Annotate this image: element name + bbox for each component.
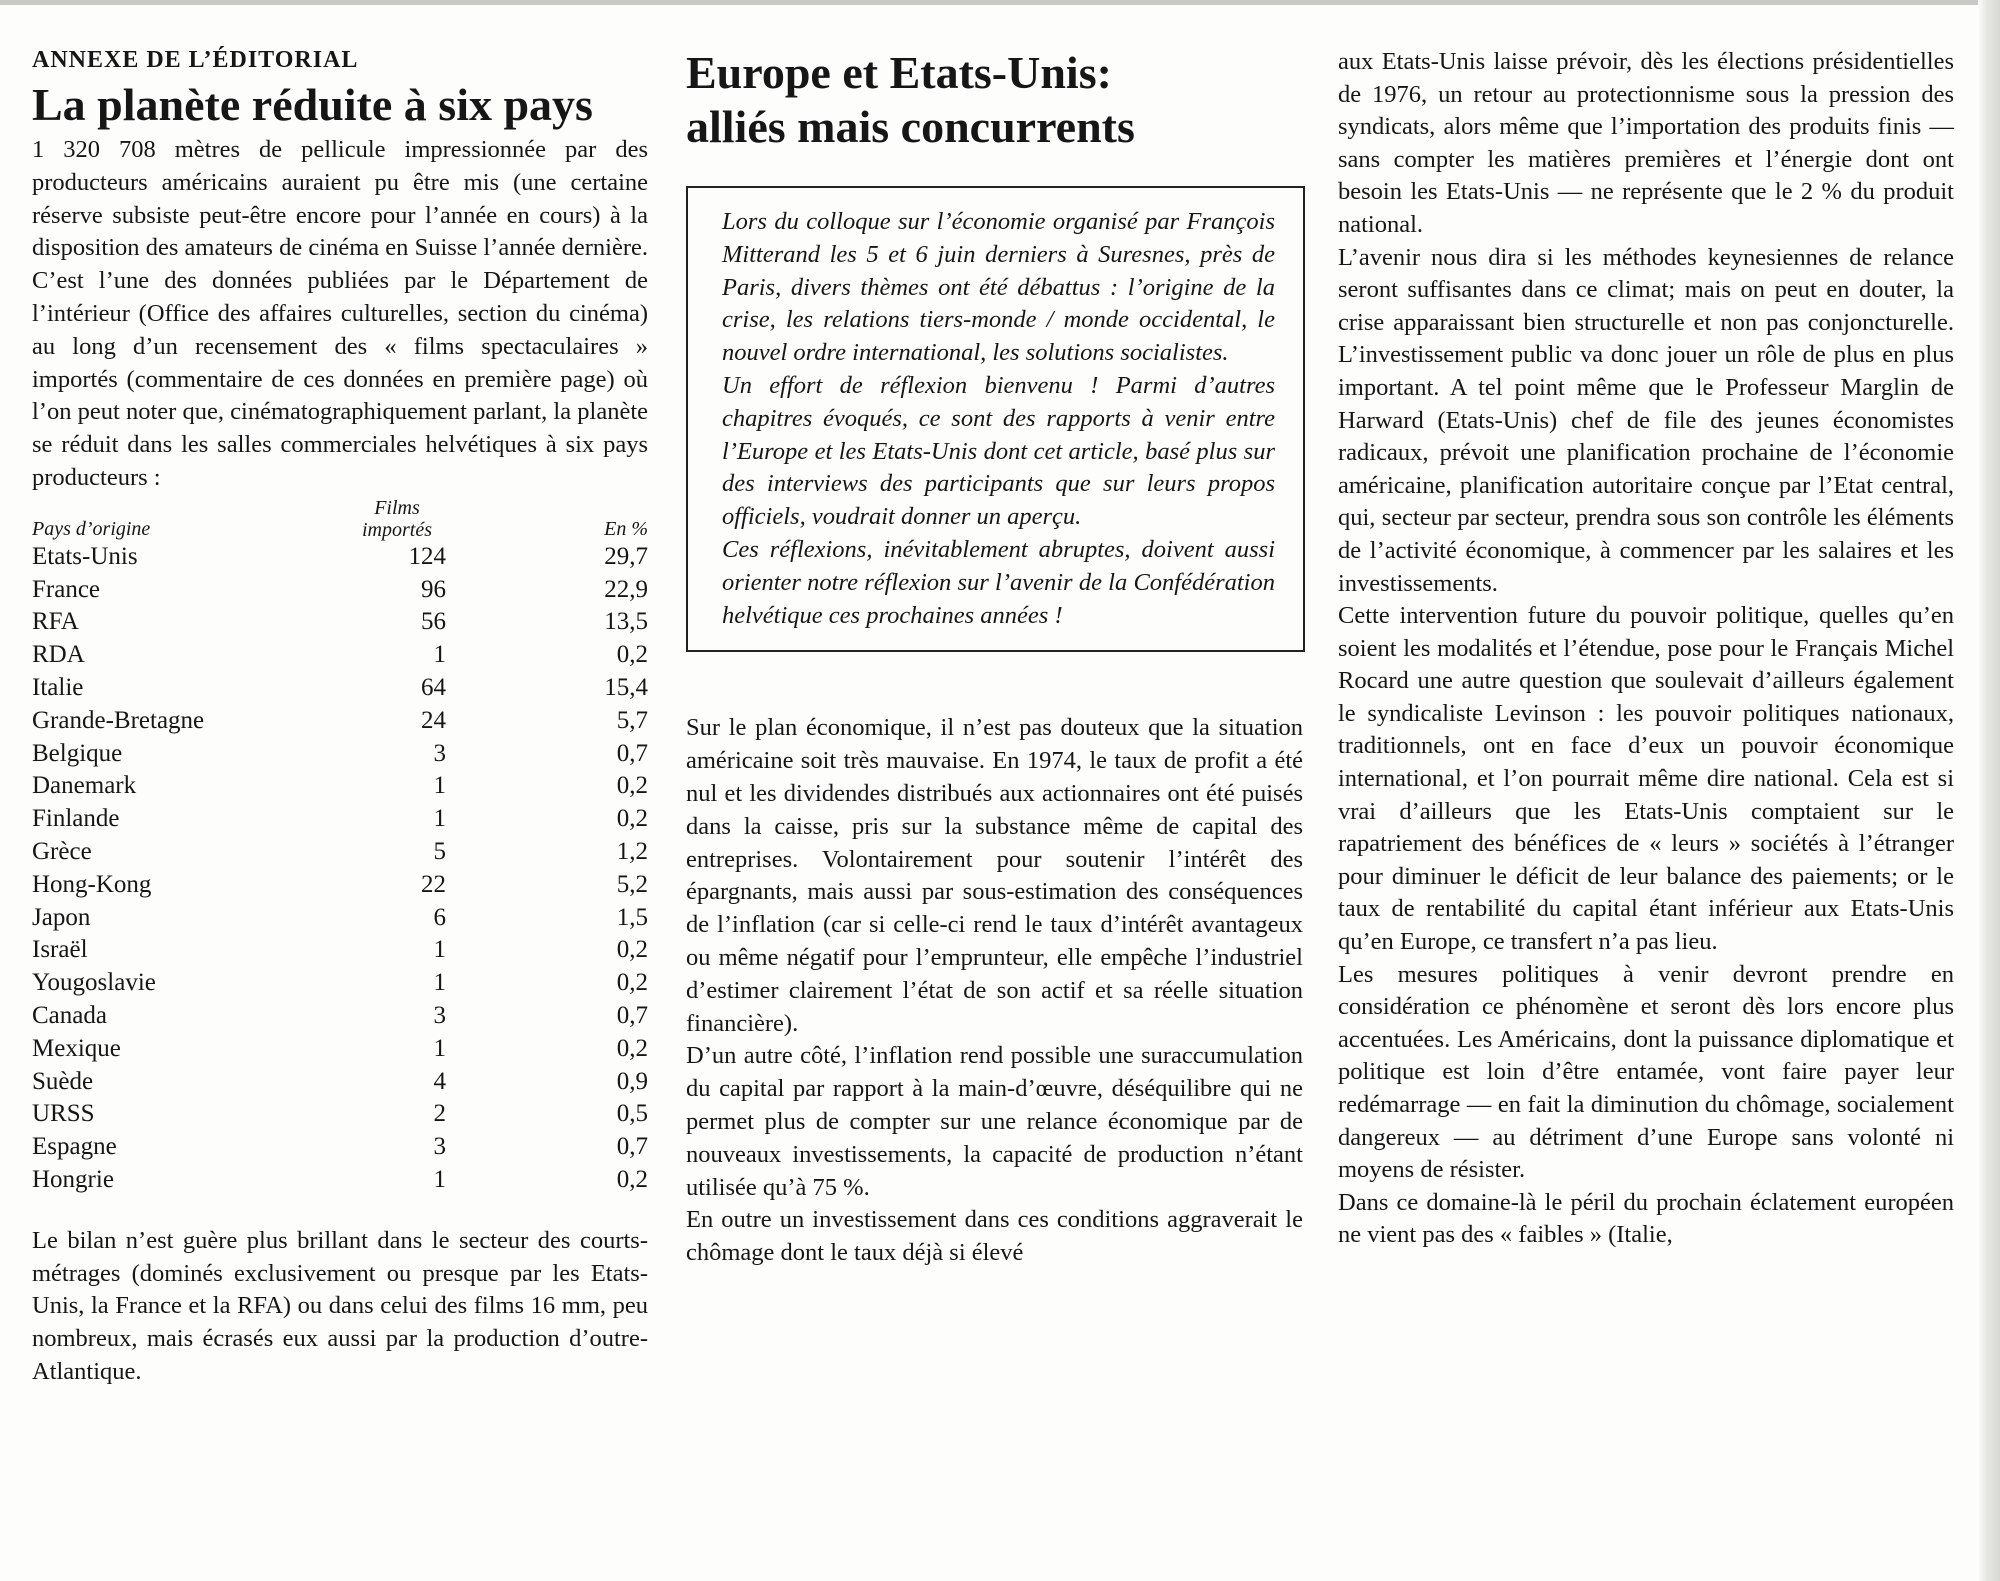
- country-cell: Grèce: [32, 837, 92, 865]
- percent-cell: 0,7: [616, 1001, 648, 1029]
- films-cell: 3: [433, 739, 446, 767]
- body-paragraph: D’un autre côté, l’inflation rend possible une suraccumulation du capital par rapport à la main-d’œuvre, déséquilibre qui ne permet plus de compter sur une relance économique par de nouveaux investissements, la capacité de production n’étant utilisée qu’à 75 %.: [686, 1042, 1303, 1201]
- table-row: [32, 1033, 648, 1066]
- intro-box: [686, 186, 1305, 652]
- percent-cell: 0,2: [616, 641, 648, 669]
- table-row: [32, 869, 648, 902]
- country-cell: Hong-Kong: [32, 870, 152, 898]
- column-europe-usa: [686, 46, 1303, 1270]
- table-row: [32, 738, 648, 771]
- country-cell: Hongrie: [32, 1165, 114, 1193]
- article-closing: [32, 1225, 648, 1389]
- table-row: [32, 967, 648, 1000]
- percent-cell: 1,5: [616, 903, 648, 931]
- table-row: [32, 836, 648, 869]
- films-cell: 24: [421, 706, 446, 734]
- percent-cell: 13,5: [604, 608, 648, 636]
- films-cell: 124: [408, 542, 446, 570]
- body-paragraph: aux Etats-Unis laisse prévoir, dès les élections présidentielles de 1976, un retour au protectionnisme sous la pression des syndicats, alors même que l’importation des produits finis — sans compter les matières premières et l’énergie dont ont besoin les Etats-Unis — ne représente que le 2 % du produit national.: [1338, 48, 1954, 238]
- films-cell: 3: [433, 1133, 446, 1161]
- films-cell: 1: [433, 772, 446, 800]
- films-table: [32, 496, 648, 1197]
- table-row: [32, 1098, 648, 1131]
- percent-cell: 0,7: [616, 1133, 648, 1161]
- films-table-body: [32, 541, 648, 1197]
- percent-cell: 0,5: [616, 1100, 648, 1128]
- column-film-statistics: [32, 46, 648, 1389]
- country-cell: Suède: [32, 1067, 94, 1095]
- header-country: Pays d’origine: [32, 517, 151, 540]
- article-body-continuation: [1338, 46, 1954, 1252]
- country-cell: Belgique: [32, 739, 123, 767]
- table-row: [32, 639, 648, 672]
- percent-cell: 0,2: [616, 805, 648, 833]
- percent-cell: 0,2: [616, 1034, 648, 1062]
- page-edge-shadow: [1978, 0, 2000, 1581]
- body-paragraph: L’avenir nous dira si les méthodes keynesiennes de relance seront suffisantes dans ce climat; mais on peut en douter, la crise apparaissant bien structurelle et non pas conjoncturelle. L’investissement public va donc jouer un rôle de plus en plus important. A tel point même que le Professeur Marglin de Harward (Etats-Unis) chef de file des jeunes économistes radicaux, prévoit une planification prochaine de l’économie américaine, planification autoritaire conçue par l’Etat central, qui, secteur par secteur, prendra sous son contrôle les éléments de l’activité économique, à commencer par les salaires et les investissements.: [1338, 243, 1954, 597]
- percent-cell: 0,2: [616, 936, 648, 964]
- header-percent: En %: [604, 517, 648, 540]
- country-cell: URSS: [32, 1100, 95, 1128]
- country-cell: Espagne: [32, 1133, 117, 1161]
- article-headline-europe: [686, 46, 1303, 154]
- films-cell: 1: [433, 641, 446, 669]
- table-row: [32, 705, 648, 738]
- percent-cell: 29,7: [604, 542, 648, 570]
- percent-cell: 5,7: [616, 706, 648, 734]
- body-paragraph: Cette intervention future du pouvoir politique, quelles qu’en soient les modalités et l’étendue, pose pour le Français Michel Rocard une autre question que soulevait d’ailleurs également le syndicaliste Levinson : les pouvoir politiques nationaux, traditionnels, ont en face d’eux un pouvoir économique international, et l’on pourrait même dire national. Cela est si vrai d’ailleurs que les Etats-Unis comptaient sur le rapatriement des bénéfices de « leurs » sociétés à l’étranger pour diminuer le déficit de leur balance des paiements; or le taux de rentabilité du capital étant inférieur aux Etats-Unis qu’en Europe, ce transfert n’a pas lieu.: [1338, 602, 1954, 956]
- article-body-europe: [686, 712, 1303, 1270]
- table-row: [32, 803, 648, 836]
- percent-cell: 0,2: [616, 969, 648, 997]
- films-cell: 56: [421, 608, 446, 636]
- country-cell: Grande-Bretagne: [32, 706, 205, 734]
- percent-cell: 5,2: [616, 870, 648, 898]
- article-body-planete: [32, 134, 648, 495]
- section-kicker: ANNEXE DE L’ÉDITORIAL: [32, 47, 359, 73]
- headline-line-1: Europe et Etats-Unis:: [686, 47, 1112, 98]
- body-paragraph: Sur le plan économique, il n’est pas douteux que la situation américaine soit très mauvaise. En 1974, le taux de profit a été nul et les dividendes distribués aux actionnaires ont été puisés dans la caisse, pris sur la substance même de capital des entreprises. Volontairement pour soutenir l’intérêt des épargnants, mais aussi par sous-estimation des conséquences de l’inflation (car si celle-ci rend le taux d’intérêt avantageux ou même négatif pour l’emprunteur, elle empêche l’industriel d’estimer clairement l’état de son actif et sa réelle situation financière).: [686, 714, 1303, 1037]
- films-cell: 1: [433, 1165, 446, 1193]
- table-row: [32, 1000, 648, 1033]
- films-cell: 1: [433, 805, 446, 833]
- percent-cell: 1,2: [616, 837, 648, 865]
- country-cell: Japon: [32, 903, 91, 931]
- percent-cell: 22,9: [604, 575, 648, 603]
- country-cell: RDA: [32, 641, 85, 669]
- films-cell: 1: [433, 1034, 446, 1062]
- box-paragraph: Ces réflexions, inévitablement abruptes, doivent aussi orienter notre réflexion sur l’avenir de la Confédération helvétique ces prochaines années !: [722, 535, 1275, 629]
- films-cell: 1: [433, 969, 446, 997]
- closing-paragraph: Le bilan n’est guère plus brillant dans le secteur des courts-métrages (dominés exclusivement ou presque par les Etats-Unis, la France et la RFA) ou dans celui des films 16 mm, peu nombreux, mais écrasés eux aussi par la production d’outre-Atlantique.: [32, 1226, 648, 1385]
- films-cell: 96: [421, 575, 446, 603]
- box-paragraph: Un effort de réflexion bienvenu ! Parmi d’autres chapitres évoqués, ce sont des rapports à venir entre l’Europe et les Etats-Unis dont cet article, basé plus sur des interviews des participants que sur leurs propos officiels, voudrait donner un aperçu.: [722, 371, 1275, 531]
- country-cell: Italie: [32, 673, 84, 701]
- percent-cell: 0,2: [616, 1165, 648, 1193]
- percent-cell: 0,2: [616, 772, 648, 800]
- films-cell: 1: [433, 936, 446, 964]
- table-row: [32, 606, 648, 639]
- country-cell: Etats-Unis: [32, 542, 138, 570]
- country-cell: Yougoslavie: [32, 969, 156, 997]
- percent-cell: 0,7: [616, 739, 648, 767]
- top-rule: [0, 0, 2000, 5]
- films-cell: 5: [433, 837, 446, 865]
- table-row: [32, 902, 648, 935]
- country-cell: France: [32, 575, 101, 603]
- films-table-header: [32, 496, 648, 541]
- table-row: [32, 934, 648, 967]
- table-row: [32, 574, 648, 607]
- body-paragraph: En outre un investissement dans ces conditions aggraverait le chômage dont le taux déjà si élevé: [686, 1206, 1303, 1267]
- country-cell: RFA: [32, 608, 79, 636]
- percent-cell: 15,4: [604, 673, 648, 701]
- country-cell: Canada: [32, 1001, 107, 1029]
- article-headline-planete: La planète réduite à six pays: [32, 79, 593, 130]
- country-cell: Danemark: [32, 772, 137, 800]
- table-row: [32, 541, 648, 574]
- country-cell: Finlande: [32, 805, 120, 833]
- country-cell: Mexique: [32, 1034, 121, 1062]
- films-cell: 2: [433, 1100, 446, 1128]
- table-row: [32, 672, 648, 705]
- table-row: [32, 770, 648, 803]
- films-cell: 64: [421, 673, 446, 701]
- percent-cell: 0,9: [616, 1067, 648, 1095]
- films-cell: 3: [433, 1001, 446, 1029]
- table-row: [32, 1164, 648, 1197]
- header-films: Films importés: [362, 496, 432, 541]
- table-row: [32, 1066, 648, 1099]
- headline-line-2: alliés mais concurrents: [686, 101, 1135, 152]
- table-row: [32, 1131, 648, 1164]
- films-cell: 4: [433, 1067, 446, 1095]
- country-cell: Israël: [32, 936, 88, 964]
- films-cell: 22: [421, 870, 446, 898]
- films-cell: 6: [433, 903, 446, 931]
- box-paragraph: Lors du colloque sur l’économie organisé par François Mitterand les 5 et 6 juin derniers à Suresnes, près de Paris, divers thèmes ont été débattus : l’origine de la crise, les relations tiers-monde / monde occidental, le nouvel ordre international, les solutions socialistes.: [722, 208, 1275, 367]
- intro-paragraph: 1 320 708 mètres de pellicule impressionnée par des producteurs américains auraient pu être mis (une certaine réserve subsiste peut-être encore pour l’année en cours) à la disposition des amateurs de cinéma en Suisse l’année dernière. C’est l’une des données publiées par le Département de l’intérieur (Office des affaires culturelles, section du cinéma) au long d’un recensement des « films spectaculaires » importés (commentaire de ces données en première page) où l’on peut noter que, cinématographiquement parlant, la planète se réduit dans les salles commerciales helvétiques à six pays producteurs :: [32, 136, 648, 491]
- body-paragraph: Les mesures politiques à venir devront prendre en considération ce phénomène et seront dès lors encore plus accentuées. Les Américains, dont la puissance diplomatique et politique est loin d’être entamée, vont faire payer leur redémarrage — en fait la diminution du chômage, socialement dangereux — au détriment d’une Europe sans volonté ni moyens de résister.: [1338, 960, 1954, 1184]
- column-continuation: [1338, 46, 1954, 1252]
- body-paragraph: Dans ce domaine-là le péril du prochain éclatement européen ne vient pas des « faibles » (Italie,: [1338, 1188, 1954, 1249]
